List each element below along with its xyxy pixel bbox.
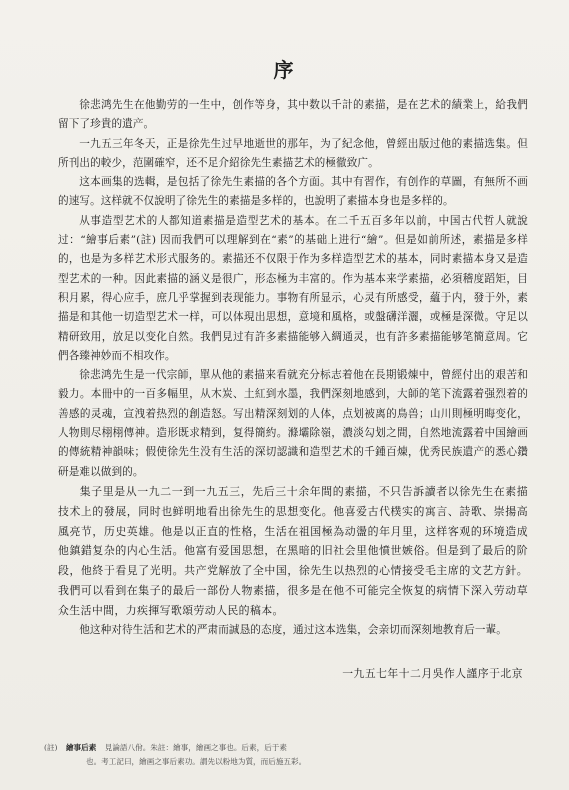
paragraph-1: 徐悲鸿先生在他勤劳的一生中，创作等身，其中数以千計的素描，是在艺术的績業上，給我們留下了珍貴的遺产。 [58, 99, 528, 131]
footnote-term: 繪事后素 [65, 743, 97, 752]
paragraph-2: 一九五三年冬天，正是徐先生过早地逝世的那年，为了紀念他，曾經出版过他的素描选集。但所刊出的較少，范圍確窄，还不足介紹徐先生素描艺术的極徹致广。 [58, 137, 528, 169]
paragraph-7: 他这种对待生活和艺术的严肃而誠恳的态度，通过这本选集，会亲切而深刻地教育后一輩。 [79, 623, 507, 636]
page-title: 序 [273, 58, 296, 83]
paragraph-3: 这本画集的选輯，是包括了徐先生素描的各个方面。其中有習作，有创作的草圖，有無所不画的速写。这样就不仅說明了徐先生的素描是多样的，也說明了素描本身也是多样的。 [58, 176, 528, 208]
footnote-line-1 [44, 741, 514, 755]
footnote [44, 741, 514, 769]
paragraph-5: 徐悲鸿先生是一代宗師，單从他的素描来看就充分标志着他在長期锻煉中，曾經付出的艰苦和毅力。本冊中的一百多幅里，从木炭、土紅到水墨，我們深刻地感到，大師的笔下流露着强烈着的善感的灵魂，宣洩着热烈的創造怒。写出精深刻划的人体，点划被离的鳥兽；山川則極明晦变化，人物則尽栩栩傳神。造形既求精到，复得簡約。滌壩除嶺，濃淡勾划之間，自然地流露着中国繪画的傳統精神韻味；假使徐先生没有生活的深切認識和造型艺术的千鍾百煉，优秀民族遺产的悉心鑽研是难以做到的。 [58, 369, 528, 478]
preface-body [58, 96, 528, 640]
paragraph-6: 集子里是从一九二一到一九五三，先后三十余年間的素描，不只告訴讀者以徐先生在素描技术上的發展，同时也鲜明地看出徐先生的思想变化。他喜爱古代樸实的寓言、詩歌、崇揚高風亮节，历史英雄。他是以正直的性格，生活在祖国極為动盪的年月里，这样客观的环境造成他鎮錯复杂的内心生活。他富有爱国思想，在黑暗的旧社会里他憤世嫉俗。但是到了最后的阶段，他終于看見了光明。共产党解放了全中国，徐先生以热烈的心情接受毛主席的文艺方針。我們可以看到在集子的最后一部份人物素描，很多是在他不可能完全恢复的病情下深入劳动草众生活中間，力疾揮写歌頌劳动人民的稿本。 [58, 484, 528, 617]
footnote-marker: (註) [44, 743, 58, 752]
footnote-text-1: 見論語八佾。朱註：繪事，繪画之事也。后素，后于素 [104, 743, 287, 752]
signature-line: 一九五七年十二月吳作人謹序于北京 [342, 667, 523, 680]
paragraph-4: 从事造型艺术的人都知道素描是造型艺术的基本。在二千五百多年以前，中国古代哲人就說过：“繪事后素”(註) 因而我們可以理解到在“素”的基础上进行“繪”。但是如前所述，素描是多样的，也是为多样艺术形式服务的。素描还不仅限于作为多样造型艺术的基本，同时素描本身又是造型艺术的一种。因此素描的涵义是很广，形态極为丰富的。作为基本来学素描，必須稽度蹈矩，目积月累，得心应手，庶几乎掌握到表现能力。事物有所显示，心灵有所感受，蘊于内，發于外，素描是和其他一切造型艺术一样，可以体現出思想，意境和風格，或盤礴洋灑，或極是深微。守足以精研致用，放足以变化自然。我們見过有許多素描能够入綢通灵，也有許多素描能够笔簡意周。它們各臻神妙而不相攻作。 [58, 214, 528, 362]
footnote-line-2: 也。考工記曰，繪画之事后素功。謂先以粉地为質，而后施五彩。 [86, 757, 307, 766]
